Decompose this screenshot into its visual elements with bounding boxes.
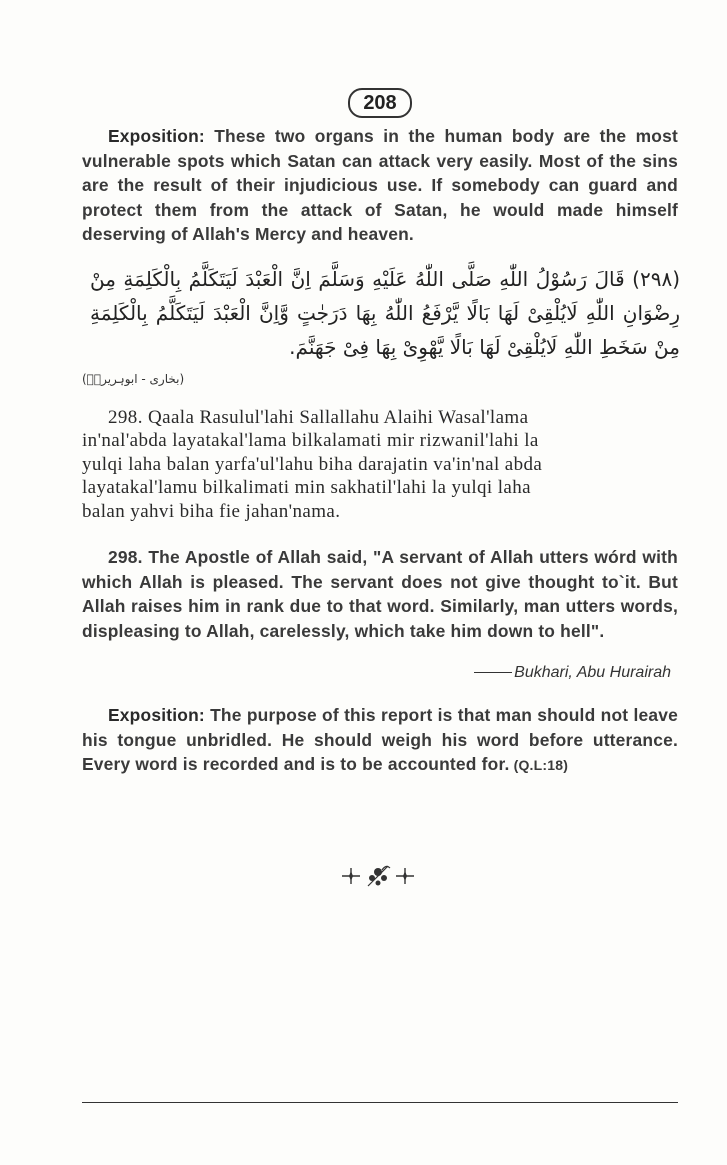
page-number: 208 [348,88,412,118]
exposition-paragraph-2 [82,703,678,778]
bottom-rule [82,1102,678,1103]
translation-paragraph: 298. The Apostle of Allah said, "A servant of Allah utters wórd with which Allah is pleased. The servant does not give thought to`it. But Allah raises him in rank due to that word. Similarly, man utters words, displeasing to Allah, carelessly, which take him down to hell". [82,547,678,641]
source-dash [474,672,512,673]
exposition-text: These two organs in the human body are the most vulnerable spots which Satan can attack very easily. Most of the sins are the result of their injudicious use. If somebody can guard and protect them from the attack of Satan, he would made himself deserving of Allah's Mercy and heaven. [82,126,678,244]
transliteration-line: 298. Qaala Rasulul'lahi Sallallahu Alaihi Wasal'lama [108,407,529,428]
exposition-paragraph-1 [82,124,678,247]
flower-divider-icon [338,862,418,890]
translation-source [474,664,671,682]
quran-reference: (Q.L:18) [509,757,569,773]
transliteration-line: yulqi laha balan yarfa'ul'lahu biha darajatin va'in'nal abda [82,453,543,475]
translation-source-text: Bukhari, Abu Hurairah [514,664,671,681]
exposition-label: Exposition: [108,126,205,146]
exposition-label: Exposition: [108,705,205,725]
arabic-source-reference: (بخاری - ابوہریرہؓ) [82,372,185,386]
transliteration-block [82,406,678,523]
exposition-text: The purpose of this report is that man should not leave his tongue unbridled. He should weigh his word before utterance. Every word is recorded and is to be accounted for. [82,705,678,774]
transliteration-line: layatakal'lamu bilkalimati min sakhatil'lahi la yulqi laha [82,477,531,499]
transliteration-line: balan yahvi biha fie jahan'nama. [82,500,341,522]
arabic-hadith-text: (٢٩٨) قَالَ رَسُوْلُ اللّٰهِ صَلَّى اللّٰهُ عَلَيْهِ وَسَلَّمَ اِنَّ الْعَبْدَ لَيَتَكَلَّمُ بِالْكَلِمَةِ مِنْ رِضْوَانِ اللّٰهِ لَايُلْقِىْ لَهَا بَالًا يَّرْفَعُ اللّٰهُ بِهَا دَرَجٰتٍ وَّاِنَّ الْعَبْدَ لَيَتَكَلَّمُ بِالْكَلِمَةِ مِنْ سَخَطِ اللّٰهِ لَايُلْقِىْ لَهَا بَالًا يَّهْوِىْ بِهَا فِىْ جَهَنَّمَ. [90,267,680,359]
transliteration-line: in'nal'abda layatakal'lama bilkalamati mir rizwanil'lahi la [82,430,539,452]
